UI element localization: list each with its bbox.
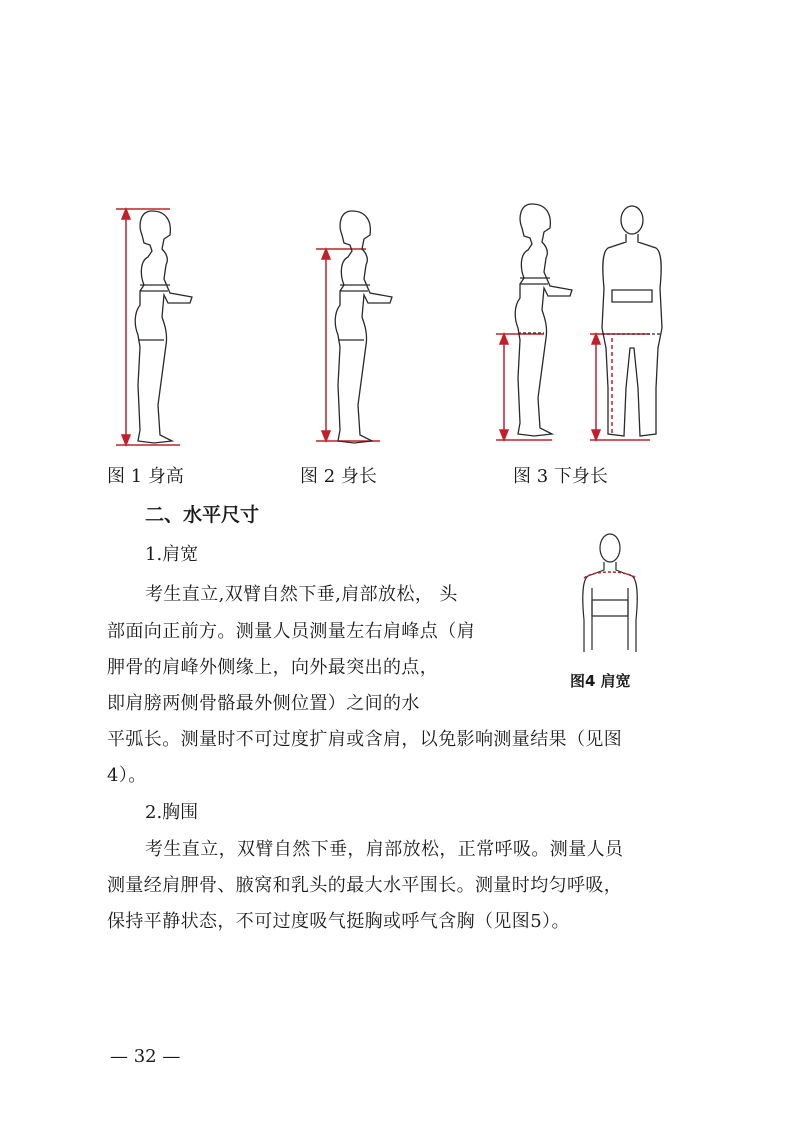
para2-line3: 保持平静状态，不可过度吸气挺胸或呼气含胸（见图5）。 xyxy=(107,911,570,932)
para1-line4: 即肩膀两侧骨骼最外侧位置）之间的水 xyxy=(107,693,420,714)
shoulder-width-illustration xyxy=(570,530,650,660)
para1-line5: 平弧长。测量时不可过度扩肩或含肩，以免影响测量结果（见图 xyxy=(107,729,623,750)
figure-height xyxy=(110,205,220,450)
subsection-shoulder-width: 1.肩宽 xyxy=(145,544,199,565)
height-illustration xyxy=(110,205,220,450)
figure-4-caption: 图4 肩宽 xyxy=(570,672,631,690)
subsection-chest: 2.胸围 xyxy=(145,802,199,823)
figure-2-caption: 图 2 身长 xyxy=(300,466,377,487)
para1-line2: 部面向正前方。测量人员测量左右肩峰点（肩 xyxy=(107,621,475,642)
page-number: — 32 — xyxy=(110,1046,181,1067)
lower-body-length-illustration xyxy=(490,198,670,448)
para1-line3: 胛骨的肩峰外侧缘上，向外最突出的点， xyxy=(107,657,439,678)
para1-line6: 4）。 xyxy=(107,765,147,786)
body-length-illustration xyxy=(310,205,420,450)
para2-line1: 考生直立，双臂自然下垂，肩部放松，正常呼吸。测量人员 xyxy=(145,839,624,860)
section-heading: 二、水平尺寸 xyxy=(145,504,260,526)
figure-1-caption: 图 1 身高 xyxy=(107,466,184,487)
para2-line2: 测量经肩胛骨、腋窝和乳头的最大水平围长。测量时均匀呼吸， xyxy=(107,875,623,896)
figure-lower-body-length xyxy=(490,198,670,448)
figure-shoulder-width xyxy=(570,530,650,660)
figure-3-caption: 图 3 下身长 xyxy=(513,466,608,487)
para1-line1: 考生直立,双臂自然下垂,肩部放松， 头 xyxy=(145,584,458,605)
figure-body-length xyxy=(310,205,420,450)
